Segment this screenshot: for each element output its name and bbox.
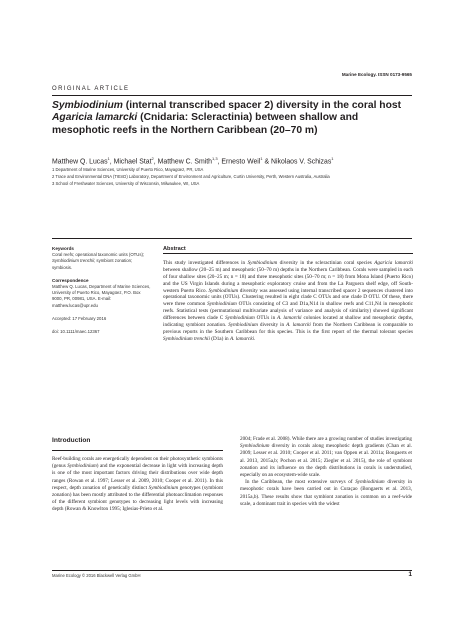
abstract-text: This study investigated differences in Symbiodinium diversity in the scleractinian coral species Agaricia lamarcki between shallow (20–25 m) and mesophotic (50–70 m) depths in the Northern Caribbean. Corals were sampled in each of four shallow sites (20–25 m; n = 18) and three mesophotic sites (50–70 m; n = 18) from Mona Island (Puerto Rico) and the US Virgin Islands during a mesophotic exploratory cruise and from the La Parguera shelf edge, off South-western Puerto Rico. Symbiodinium diversity was assessed using internal transcribed spacer 2 sequences clustered into operational taxonomic units (OTUs). Clustering resulted in eight clade C OTUs and one clade D OTU. Of these, there were three common Symbiodinium OTUs consisting of C3 and D1a,N14 in shallow reefs and C11,N4 in mesophotic reefs. Statistical tests (permutational multivariate analysis of variance and analysis of similarity) showed significant differences between clade C Symbiodinium OTUs in A. lamarcki colonies located at shallow and mesophotic depths, indicating symbiont zonation. Symbiodinium diversity in A. lamarcki from the Northern Caribbean is comparable to previous reports in the Southern Caribbean for this species. This is the first report of the thermal tolerant species Symbiodinium trenchii (D1a) in A. lamarcki. xyxy=(163,260,414,342)
article-title xyxy=(52,100,412,137)
correspondence-block xyxy=(52,278,152,309)
author-affiliation-marker: 1,3 xyxy=(212,156,218,161)
introduction-column-left: Reef-building corals are energetically dependent on their photosynthetic symbionts (genus Symbiodinium) and the exponential decrease in light with increasing depth is one of the most important factors driving their distributions over wide depth ranges (Rowan et al. 1997; Lesser et al. 2009, 2010; Cooper et al. 2011). In this respect, depth zonation of genetically distinct Symbiodinium genotypes (symbiont zonation) has been mostly attributed to the differential photoacclimation responses of the different symbiont genotypes to decreasing light levels with increasing depth (Rowan & Knowlton 1995; Iglesias-Prieto et al. xyxy=(52,456,223,513)
author-name: Michael Stat xyxy=(113,158,152,166)
author-name: Matthew Q. Lucas xyxy=(52,158,108,166)
author-affiliation-marker: 1 xyxy=(331,156,334,161)
footer-copyright: Marine Ecology © 2016 Blackwell Verlag GmbH xyxy=(52,573,141,578)
introduction-divider xyxy=(52,450,223,451)
keywords-part: ; symbiont zonation; symbiosis. xyxy=(52,258,133,270)
author-name: Nikolaos V. Schizas xyxy=(271,158,332,166)
author-name: Ernesto Weil xyxy=(221,158,261,166)
keywords-heading: Keywords xyxy=(52,246,74,251)
author-affiliation-marker: 2 xyxy=(151,156,154,161)
affiliation-item: 3 School of Freshwater Sciences, University of Wisconsin, Milwaukee, WI, USA xyxy=(52,180,200,186)
keywords-italic: Symbiodinium trenchii xyxy=(52,258,95,264)
journal-header: Marine Ecology. ISSN 0173-9565 xyxy=(341,72,412,77)
section-divider xyxy=(52,238,412,239)
author-list: Matthew Q. Lucas$^1$, Michael Stat$^2$, Matthew C. Smith$^{1,3}$, Ernesto Weil$^1$ & Nikolaos V. Schizas$^1$ xyxy=(52,156,334,166)
author-affiliation-marker: 1 xyxy=(107,156,110,161)
author-name: Matthew C. Smith xyxy=(157,158,212,166)
article-type: ORIGINAL ARTICLE xyxy=(52,86,130,92)
doi-link[interactable]: doi: 10.1111/maec.12367 xyxy=(52,329,100,335)
keywords-text xyxy=(52,252,152,271)
affiliation-item: 1 Department of Marine Sciences, University of Puerto Rico, Mayagüez, PR, USA xyxy=(52,167,204,172)
header-divider xyxy=(52,95,412,96)
accepted-date: Accepted: 17 February 2016 xyxy=(52,315,107,321)
author-affiliation-marker: 1 xyxy=(260,156,263,161)
abstract-heading: Abstract xyxy=(163,246,186,252)
title-part-1: (internal transcribed spacer 2) diversity in the coral host xyxy=(122,100,402,111)
article-sidebar xyxy=(52,246,152,342)
title-italic-genus: Symbiodinium xyxy=(52,100,123,111)
affiliation-item: 2 Trace and Environmental DNA (TrEnD) Laboratory, Department of Environment and Agriculture, Curtin University, Perth, Western Australia, Australia xyxy=(52,173,330,179)
footer-divider xyxy=(52,570,412,571)
introduction-column-right: 2004; Frade et al. 2008). While there are a growing number of studies investigating Symbiodinium diversity in corals along mesophotic depth gradients (Chan et al. 2009; Lesser et al. 2010; Cooper et al. 2011; van Oppen et al. 2011a; Bongaerts et al. 2013, 2015a,b; Pochon et al. 2015; Ziegler et al. 2015), the role of symbiont zonation and its influence on the depth distributions in corals is understudied, especially on an ecosystem-wide scale. In the Caribbean, the most extensive surveys of Symbiodinium diversity in mesophotic corals have been carried out in Curaçao (Bongaerts et al. 2013, 2015a,b). These results show that symbiont zonation is common on a reef-wide scale, a dominant trait in species with the widest xyxy=(240,436,413,507)
keywords-block xyxy=(52,246,152,271)
correspondence-text: Matthew Q. Lucas, Department of Marine Sciences, University of Puerto Rico, Mayagüez, P.O. Box 9000, PR, 00981, USA. E-mail: matthew.lucas@upr.edu xyxy=(52,284,151,308)
correspondence-heading: Correspondence xyxy=(52,277,89,283)
introduction-heading: Introduction xyxy=(52,437,91,444)
affiliations xyxy=(52,167,412,188)
title-part-2: (Cnidaria: Scleractinia) between shallow and mesophotic reefs in the Northern Caribbean (20–70 m) xyxy=(52,112,359,136)
keywords-part: Coral reefs; operational taxonomic units (OTUs); xyxy=(52,252,145,258)
title-italic-species: Agaricia lamarcki xyxy=(52,112,138,124)
abstract-section xyxy=(163,246,413,343)
page-number: 1 xyxy=(408,571,412,578)
abstract-divider xyxy=(163,253,413,254)
